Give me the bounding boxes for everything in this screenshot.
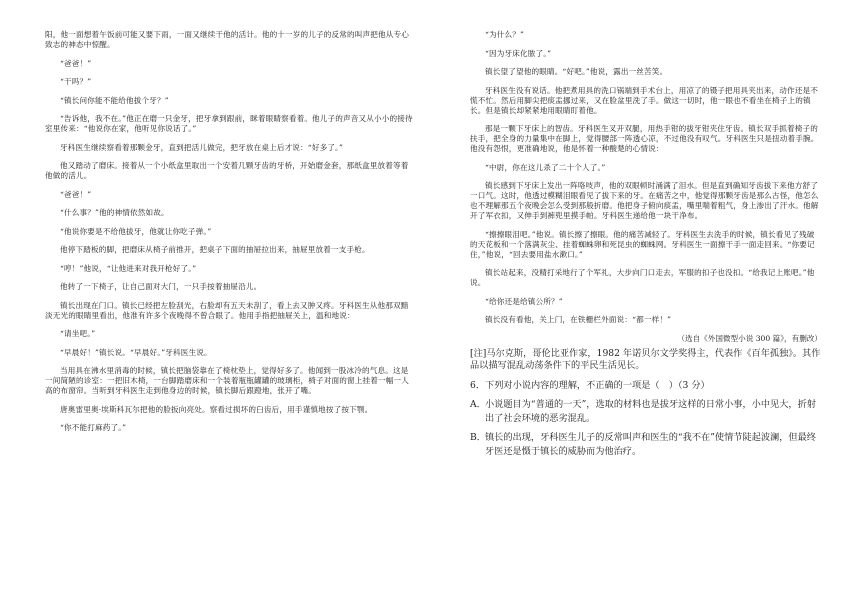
- story-paragraph: “爸爸！”: [60, 58, 92, 68]
- story-paragraph: “告诉他，我不在。”他正在磨一只金牙，把牙拿到跟前，眯着眼睛察看着。他儿子的声音又从小小的接待室里传来：“他说你在家，他听见你说话了。”: [45, 114, 413, 133]
- story-paragraph: 他停下踏板的脚，把磨床从椅子前推开，把桌子下面的抽屉拉出来，抽屉里放着一支手枪。: [60, 245, 370, 254]
- story-paragraph: “请坐吧。”: [60, 329, 96, 338]
- story-paragraph: 牙科医生没有说话。他把煮用具的洗口锅端到手术台上，用凉了的镊子把用具夹出来，动作还是不慌不忙。然后用脚尖把痰盂挪过来，又在脸盆里洗了手。做这一切时，他一眼也不看坐在椅子上的镇长。但是镇长却紧紧地用眼睛盯着他。: [470, 85, 818, 115]
- story-paragraph: 那是一颗下牙床上的智齿。牙科医生叉开双腿，用热手钳的拔牙钳夹住牙齿。镇长双手抓着椅子的扶手，把全身的力量集中在脚上，觉得腰部一阵透心凉，不过他没有叹气。牙科医生只是扭动着手腕。他没有怨恨，更准确地说，他是怀着一种酸楚的心情说：: [470, 124, 819, 153]
- option-text: 小说题目为“普通的一天”，选取的材料也是拔牙这样的日常小事，小中见大，折射出了社会环境的恶劣混乱。: [485, 399, 816, 424]
- story-paragraph: 镇长站起来，没精打采地行了个军礼，大步向门口走去，军服的扣子也没扣。“给我记上账吧。”他说。: [470, 268, 815, 287]
- story-paragraph: 当用具在沸水里消毒的时候，镇长把脑袋靠在了椅枕垫上，觉得好多了。他闻到一股冰冷的气息。这是一间简陋的诊室：一把旧木椅，一台脚踏磨床和一个装着瓶瓶罐罐的玻璃柜，椅子对面的窗上挂着一幅一人高的布窗帘。当听到牙科医生走到他身边的时候，镇长脚后跟蹬地，张开了嘴。: [45, 366, 409, 395]
- story-paragraph: 他又踏动了磨床。接着从一个小纸盒里取出一个安着几颗牙齿的牙桥，开始磨金套，那纸盒里放着等着他做的活儿。: [45, 161, 409, 180]
- story-paragraph: 阳，他一面想着午饭前可能又要下雨，一面又继续干他的活计。他的十一岁的儿子的反常的叫声把他从专心致志的神态中惊醒。: [45, 30, 409, 49]
- option-text: 镇长的出现，牙科医生儿子的反常叫声和医生的“我不在”使情节陡起波澜，但最终牙医还是慑于镇长的威胁而为他治疗。: [485, 432, 816, 457]
- story-paragraph: 镇长没有看他，关上门，在铁栅栏外面说：“都一样！”: [485, 315, 672, 324]
- option-a[interactable]: [470, 398, 822, 425]
- question-6: 6．下列对小说内容的理解，不正确的一项是（ ）（3 分）: [470, 379, 710, 391]
- story-paragraph: “哼！”他说，“让他进来对我开枪好了。”: [60, 263, 197, 273]
- story-paragraph: “镇长问你能不能给他拔个牙？”: [60, 95, 169, 105]
- option-label: A．: [470, 399, 486, 410]
- option-b[interactable]: [470, 431, 822, 458]
- story-paragraph: “早晨好！”镇长说。“早晨好。”牙科医生说。: [60, 347, 212, 357]
- story-paragraph: 他转了一下椅子，让自己面对大门，一只手按着抽屉沿儿。: [60, 282, 262, 291]
- story-paragraph: “干吗？”: [60, 77, 92, 86]
- author-note: [注]马尔克斯，哥伦比亚作家，1982 年诺贝尔文学奖得主，代表作《百年孤独》。其作品以描写混乱动荡条件下的平民生活见长。: [470, 347, 821, 371]
- source-citation: （选自《外国微型小说 300 篇》，有删改）: [677, 333, 822, 343]
- story-paragraph: “给你还是给镇公所？”: [485, 296, 563, 306]
- story-paragraph: “中尉，你在这儿杀了二十个人了。”: [485, 162, 606, 172]
- story-paragraph: “你不能打麻药了。”: [60, 423, 127, 432]
- left-column: [45, 30, 415, 442]
- story-paragraph: “爸爸！”: [60, 189, 92, 199]
- story-paragraph: 镇长望了望他的眼睛。“好吧。”他说，露出一丝苦笑。: [485, 67, 668, 76]
- story-paragraph: 镇长感到下牙床上发出一阵咯吱声，他的双眼顿时涌满了泪水。但是直到确知牙齿拔下来他方舒了一口气。这时，他透过模糊泪眼看见了拔下来的牙。在痛苦之中，他觉得那颗牙齿是那么古怪，他怎么也不理解那五个夜晚会怎么受到那般折磨。他把身子俯向痰盂，嘴里喘着粗气，身上渗出了汗水。他解开了军衣扣，又伸手到裤兜里摸手帕。牙科医生递给他一块干净布。: [470, 181, 819, 220]
- option-label: B．: [470, 432, 486, 443]
- story-paragraph: 唐奥雷里奥·埃斯科瓦尔把他的脸扳向亮处。察看过损坏的臼齿后，用手谨慎地按了按下颚。: [60, 404, 373, 414]
- story-paragraph: “什么事？”他的神情依然如故。: [60, 208, 169, 217]
- story-paragraph: 牙科医生继续察看着那颗金牙，直到把活儿做完，把牙放在桌上后才说：“好多了。”: [60, 142, 344, 152]
- story-paragraph: 镇长出现在门口。镇长已经把左脸刮光，右脸却有五天未刮了，看上去又肿又疼。牙科医生从他那双黯淡无光的眼睛里看出，他准有许多个夜晚得不曾合眼了。他用手指把抽屉关上，温和地说：: [45, 300, 409, 320]
- story-paragraph: “为什么？”: [485, 30, 525, 39]
- story-paragraph: “他说你要是不给他拔牙，他就让你吃子弹。”: [60, 226, 212, 236]
- story-paragraph: “擦擦眼泪吧。”他说。镇长擦了擦眼。他的痛苦减轻了。牙科医生去洗手的时候，镇长看见了残破的天花板和一个落满灰尘、挂着蜘蛛卵和死昆虫的蜘蛛网。牙科医生一面擦干手一面走回来。“你要记住，”他说，“回去要用盐水漱口。”: [470, 229, 815, 259]
- right-column: [470, 30, 822, 464]
- story-paragraph: “因为牙床化脓了。”: [485, 48, 552, 58]
